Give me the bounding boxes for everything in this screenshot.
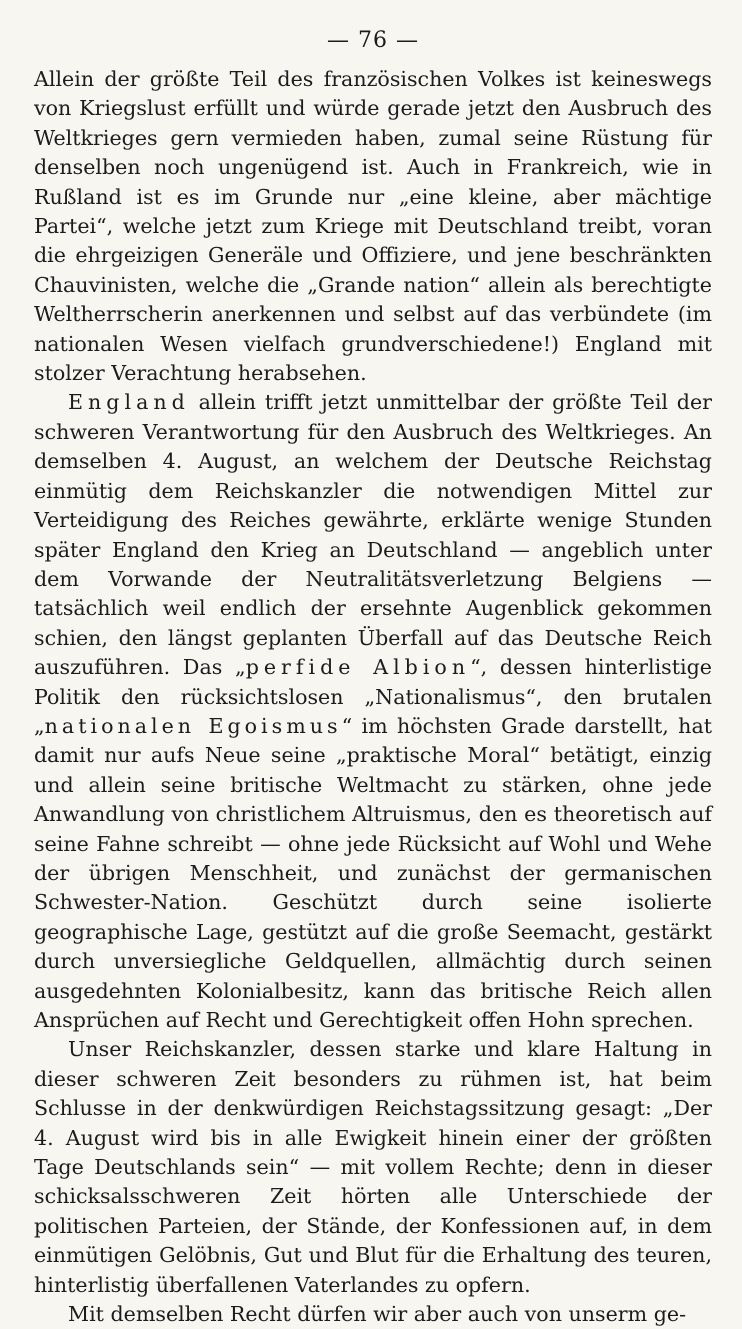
emphasis-nationalen-egoismus: nationalen Egoismus: [44, 713, 342, 738]
paragraph-1: Allein der größte Teil des französischen Volkes ist keineswegs von Kriegslust erfüllt und würde gerade jetzt den Ausbruch des Weltkrieges gern vermieden haben, zumal seine Rüstung für denselben noch ungenügend ist. Auch in Frankreich, wie in Rußland ist es im Grunde nur „eine kleine, aber mächtige Partei“, welche jetzt zum Kriege mit Deutschland treibt, voran die ehrgeizigen Generäle und Offiziere, und jene beschränkten Chauvinisten, welche die „Grande nation“ allein als berechtigte Weltherrscherin anerkennen und selbst auf das verbündete (im nationalen Wesen vielfach grundverschiedene!) England mit stolzer Verachtung herabsehen.: [34, 67, 712, 386]
paragraph-2-text-3: “ im höchsten Grade darstellt, hat damit nur aufs Neue seine „praktische Moral“ betätigt, einzig und allein seine britische Weltmacht zu stärken, ohne jede Anwandlung von christlichem Altruismus, den es theoretisch auf seine Fahne schreibt — ohne jede Rücksicht auf Wohl und Wehe der übrigen Menschheit, und zunächst der germanischen Schwester-Nation. Geschützt durch seine isolierte geographische Lage, gestützt auf die große Seemacht, gestärkt durch unversiegliche Geldquellen, allmächtig durch seinen ausgedehnten Kolonialbesitz, kann das britische Reich allen Ansprüchen auf Recht und Gerechtigkeit offen Hohn sprechen.: [34, 713, 713, 1032]
paragraph-2-text-1: allein trifft jetzt unmittelbar der größte Teil der schweren Verantwortung für den Ausbruch des Weltkrieges. An demselben 4. August, an welchem der Deutsche Reichstag einmütig dem Reichskanzler die notwendigen Mittel zur Verteidigung des Reiches gewährte, erklärte wenige Stunden später England den Krieg an Deutschland — angeblich unter dem Vorwande der Neutralitätsverletzung Belgiens — tatsächlich weil endlich der ersehnte Augenblick gekommen schien, den längst geplanten Überfall auf das Deutsche Reich auszuführen. Das „: [34, 390, 712, 680]
emphasis-perfide-albion: perfide Albion: [245, 655, 471, 680]
paragraph-4: Mit demselben Recht dürfen wir aber auch von unserm ge-: [68, 1302, 687, 1327]
paragraph-3: Unser Reichskanzler, dessen starke und klare Haltung in dieser schweren Zeit besonders zu rühmen ist, hat beim Schlusse in der denkwürdigen Reichstagssitzung gesagt: „Der 4. August wird bis in alle Ewigkeit hinein einer der größten Tage Deutschlands sein“ — mit vollem Rechte; denn in dieser schicksalsschweren Zeit hörten alle Unterschiede der politischen Parteien, der Stände, der Konfessionen auf, in dem einmütigen Gelöbnis, Gut und Blut für die Erhaltung des teuren, hinterlistig überfallenen Vaterlandes zu opfern.: [34, 1037, 712, 1297]
body-text: [34, 65, 712, 1329]
paragraph-2-text-2: “, dessen hinterlistige Politik den rücksichtslosen „Nationalismus“, den brutalen „: [34, 655, 712, 738]
page-number: — 76 —: [327, 28, 419, 53]
emphasis-england: England: [68, 390, 190, 415]
paragraph-2: [34, 388, 712, 1035]
